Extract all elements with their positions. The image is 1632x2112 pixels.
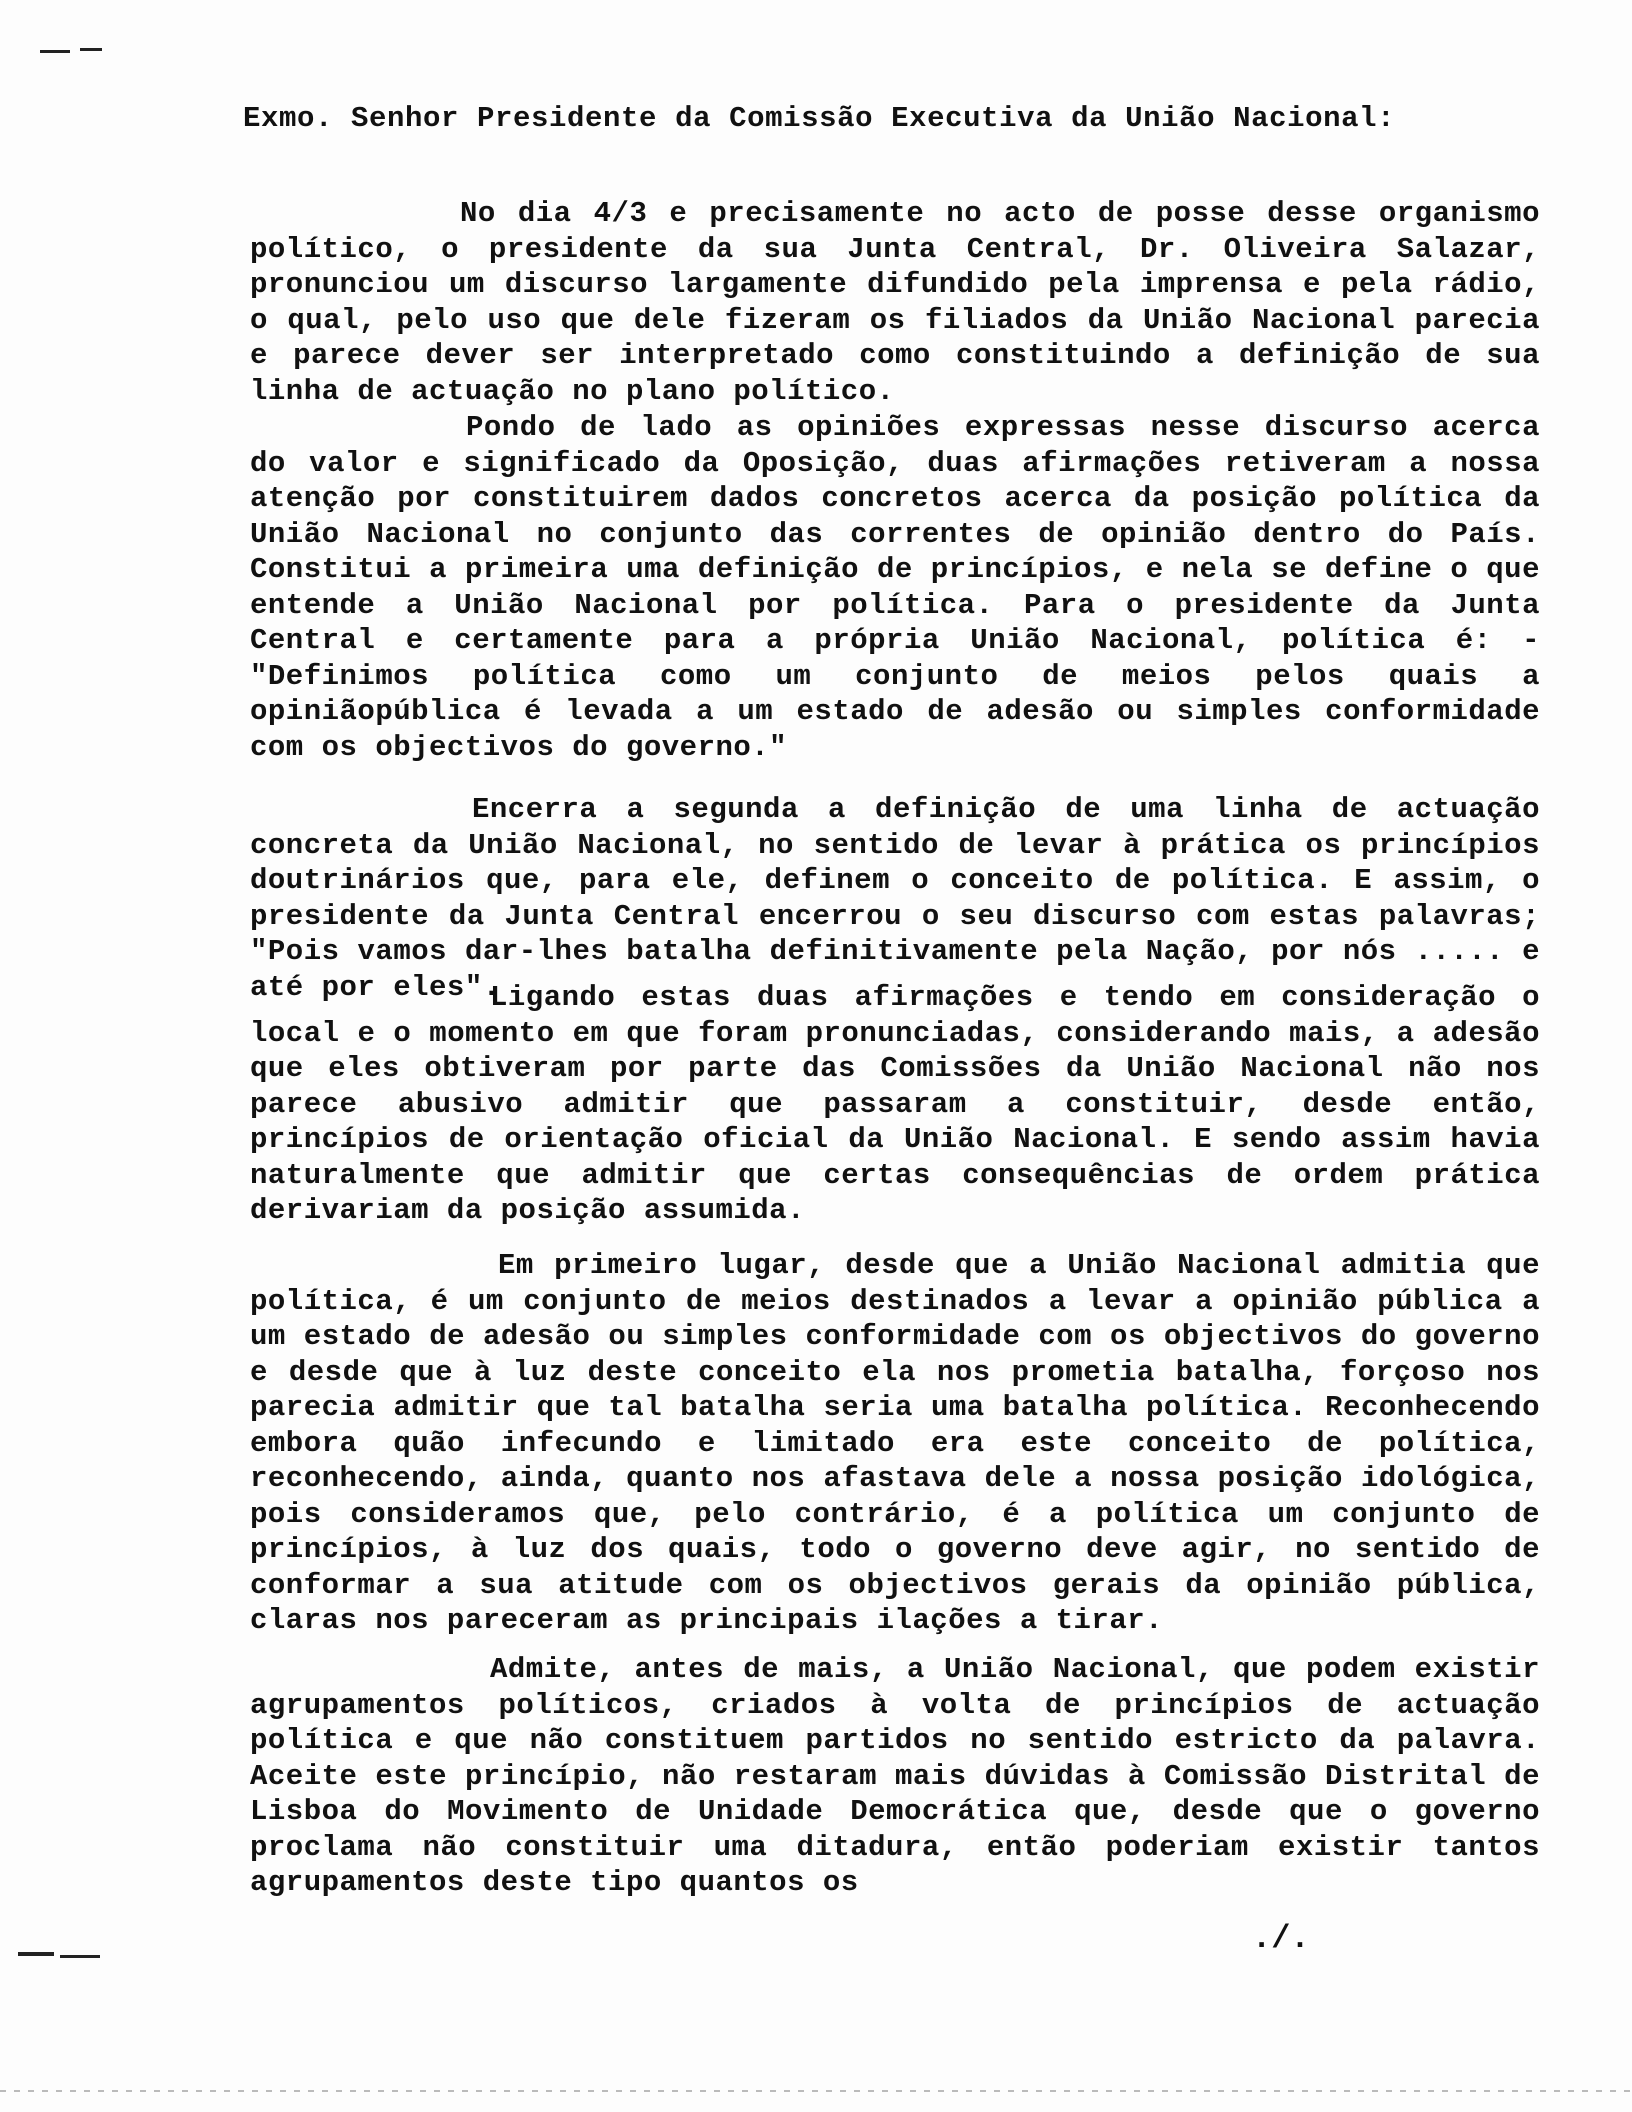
scan-mark [60,1955,100,1958]
scan-mark [80,48,102,51]
paragraph-3: Encerra a segunda a definição de uma linha de actuação concreta da União Nacional, no sentido de levar à prática os princípios doutrinários que, para ele, definem o conceito de política. E assim, o presidente da Junta Central encerrou o seu discurso com estas palavras; "Pois vamos dar-lhes batalha definitivamente pela Nação, por nós ..... e até por eles". [250,793,1540,1004]
scan-mark [18,1952,54,1956]
paragraph-4: Ligando estas duas afirmações e tendo em consideração o local e o momento em que foram pronunciadas, considerando mais, a adesão que eles obtiveram por parte das Comissões da União Nacional não nos parece abusivo admitir que passaram a constituir, desde então, princípios de orientação oficial da União Nacional. E sendo assim havia naturalmente que admitir que certas consequências de ordem prática derivariam da posição assumida. [250,981,1540,1227]
continuation-mark: ./. [1252,1920,1310,1957]
letter-salutation: Exmo. Senhor Presidente da Comissão Executiva da União Nacional: [243,102,1396,135]
paragraph-6: Admite, antes de mais, a União Nacional, que podem existir agrupamentos políticos, criados à volta de princípios de actuação política e que não constituem partidos no sentido estricto da palavra. Aceite este princípio, não restaram mais dúvidas à Comissão Distrital de Lisboa do Movimento de Unidade Democrática que, desde que o governo proclama não constituir uma ditadura, então poderiam existir tantos agrupamentos deste tipo quantos os [250,1653,1540,1899]
scan-mark [40,50,70,53]
paragraph-2: Pondo de lado as opiniões expressas nesse discurso acerca do valor e significado da Oposição, duas afirmações retiveram a nossa atenção por constituirem dados concretos acerca da posição política da União Nacional no conjunto das correntes de opinião dentro do País. Constitui a primeira uma definição de princípios, e nela se define o que entende a União Nacional por política. Para o presidente da Junta Central e certamente para a própria União Nacional, política é: -"Definimos política como um conjunto de meios pelos quais a opiniãopública é levada a um estado de adesão ou simples conformidade com os objectivos do governo." [250,411,1540,764]
scan-edge [0,2090,1632,2092]
paragraph-1: No dia 4/3 e precisamente no acto de posse desse organismo político, o presidente da sua Junta Central, Dr. Oliveira Salazar, pronunciou um discurso largamente difundido pela imprensa e pela rádio, o qual, pelo uso que dele fizeram os filiados da União Nacional parecia e parece dever ser interpretado como constituindo a definição de sua linha de actuação no plano político. [250,197,1540,408]
paragraph-5: Em primeiro lugar, desde que a União Nacional admitia que política, é um conjunto de meios destinados a levar a opinião pública a um estado de adesão ou simples conformidade com os objectivos do governo e desde que à luz deste conceito ela nos prometia batalha, forçoso nos parecia admitir que tal batalha seria uma batalha política. Reconhecendo embora quão infecundo e limitado era este conceito de política, reconhecendo, ainda, quanto nos afastava dele a nossa posição idológica, pois consideramos que, pelo contrário, é a política um conjunto de princípios, à luz dos quais, todo o governo deve agir, no sentido de conformar a sua atitude com os objectivos gerais da opinião pública, claras nos pareceram as principais ilações a tirar. [250,1249,1540,1637]
